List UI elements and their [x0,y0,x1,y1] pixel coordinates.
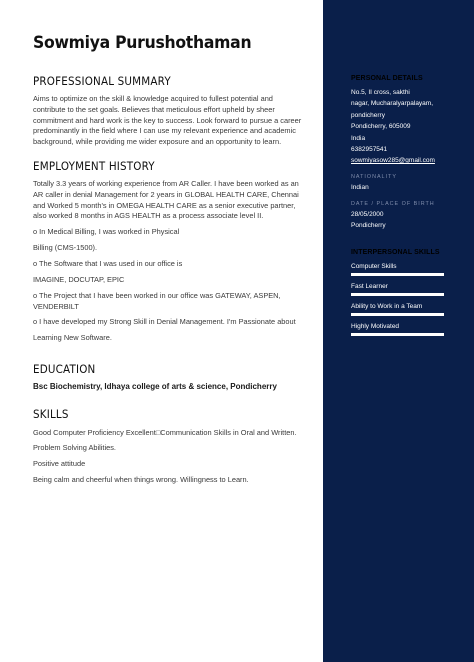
skill-label: Ability to Work in a Team [351,303,423,310]
employment-line: o In Medical Billing, I was worked in Physical [33,227,180,236]
address-line: No.5, II cross, sakthi [351,89,410,96]
candidate-name: Sowmiya Purushothaman [33,33,252,53]
address-line: India [351,135,366,142]
address-line: nagar, Mucharalyarpalayam, [351,100,434,107]
employment-line: o The Software that I was used in our office is [33,259,183,268]
skill-level-fill [351,313,444,316]
nationality-value: Indian [351,184,369,191]
skill-level-fill [351,293,444,296]
employment-line: Learning New Software. [33,333,112,342]
email-link[interactable]: sowmiyasow285@gmail.com [351,157,435,164]
skill-label: Computer Skills [351,263,397,270]
skill-level-bar [351,313,444,316]
nationality-label: NATIONALITY [351,174,397,180]
birth-place: Pondicherry [351,222,386,229]
skill-level-bar [351,293,444,296]
skill-level-fill [351,333,444,336]
address-line: Pondicherry, 605009 [351,123,411,130]
skill-level-bar [351,273,444,276]
skill-level-bar [351,333,444,336]
employment-line: IMAGINE, DOCUTAP, EPIC [33,275,125,284]
skill-level-fill [351,273,444,276]
birth-date: 28/05/2000 [351,211,384,218]
address-line: pondicherry [351,112,385,119]
employment-line: o I have developed my Strong Skill in Denial Management. I'm Passionate about [33,317,296,326]
employment-heading: EMPLOYMENT HISTORY [33,159,155,173]
employment-line: Billing (CMS-1500). [33,243,98,252]
personal-details-heading: PERSONAL DETAILS [351,75,423,82]
interpersonal-skills-heading: INTERPERSONAL SKILLS [351,249,440,256]
employment-line: o The Project that I have been worked in our office was GATEWAY, ASPEN, [33,291,281,300]
education-heading: EDUCATION [33,362,96,376]
skill-line: Positive attitude [33,459,86,468]
employment-intro: Totally 3.3 years of working experience from AR Caller. I have been worked as an AR caller in denial Management for 2 years in GLOBAL HEALTH CARE, Chennai and Worked 5 month's in OMEGA HEALTH CARE as a senior executive partner, also worked 8 months in AGS HEALTH as a process associate level II. [33,179,299,221]
employment-line: VENDERBILT [33,302,79,311]
skill-label: Fast Learner [351,283,388,290]
skill-line: Problem Solving Abilities. [33,443,116,452]
summary-text: Aims to optimize on the skill & knowledge acquired to fullest potential and contribute to the set goals. Believes that meticulous effort upheld by sheer commitment and hard work is the key to success. Look forward to pursue a career predominantly in the field where I can use my relevant experience and academic background, while providing me wider exposure and an opportunity to learn. [33,94,302,147]
phone-number: 6382957541 [351,146,388,153]
skills-heading: SKILLS [33,407,69,421]
skill-label: Highly Motivated [351,323,400,330]
skill-line: Good Computer Proficiency Excellent□Communication Skills in Oral and Written. [33,428,297,437]
education-entry: Bsc Biochemistry, Idhaya college of arts & science, Pondicherry [33,382,277,391]
summary-heading: PROFESSIONAL SUMMARY [33,74,171,88]
skill-line: Being calm and cheerful when things wrong. Willingness to Learn. [33,475,249,484]
birth-label: DATE / PLACE OF BIRTH [351,201,435,207]
